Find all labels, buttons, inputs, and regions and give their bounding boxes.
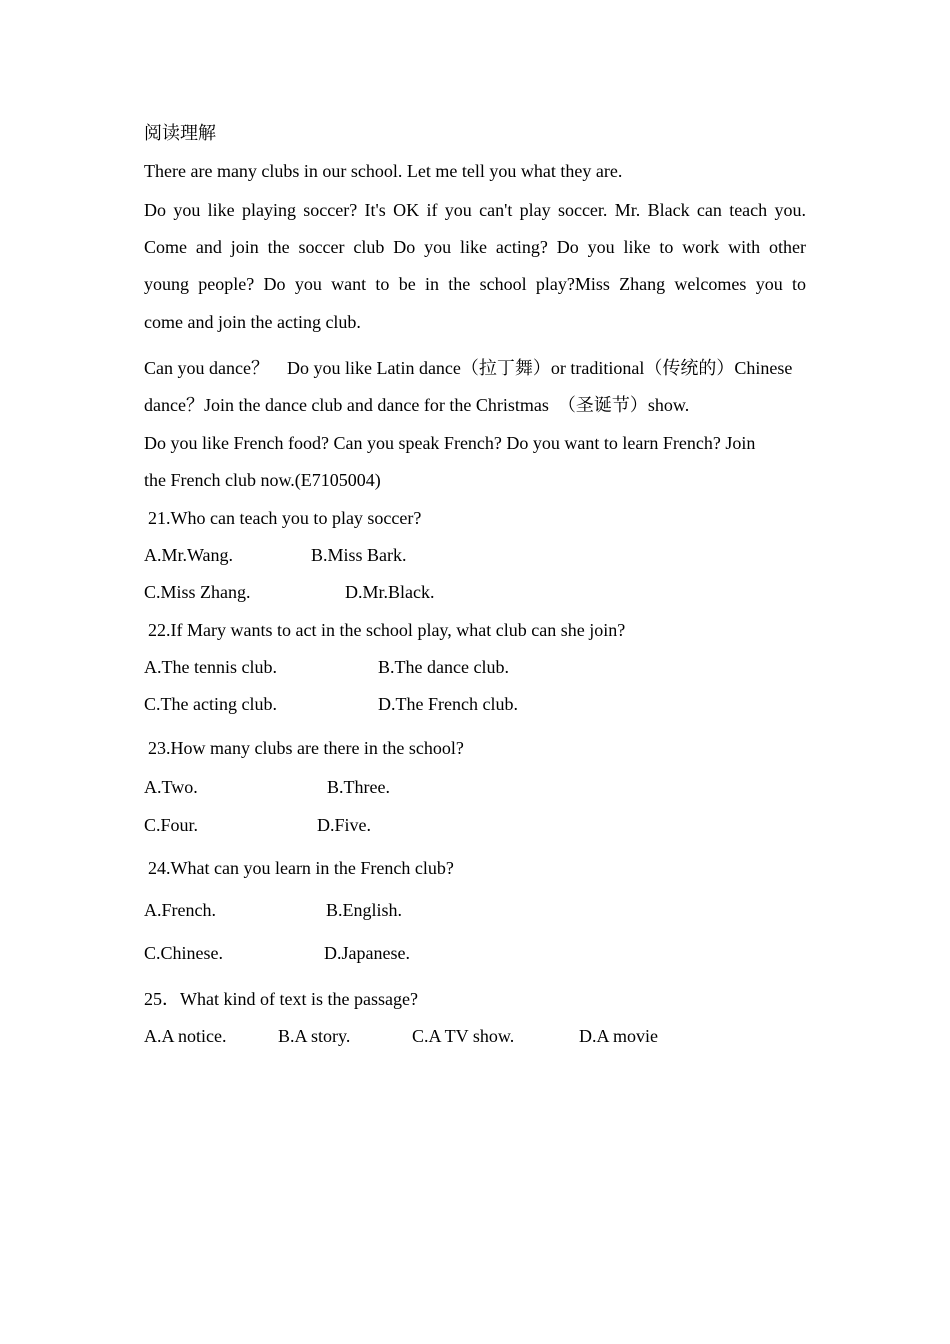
- option-d: D.A movie: [579, 1026, 658, 1046]
- option-a: A.Mr.Wang.: [144, 545, 234, 565]
- option-d: D.Japanese.: [324, 943, 410, 963]
- passage-intro: There are many clubs in our school. Let me tell you what they are.: [144, 161, 623, 181]
- option-b: B.A story.: [278, 1026, 351, 1046]
- question-stem: 21.Who can teach you to play soccer?: [148, 508, 422, 528]
- option-c: C.Miss Zhang.: [144, 582, 251, 602]
- passage-line: Do you like French food? Can you speak French? Do you want to learn French? Join: [144, 433, 756, 453]
- option-a: A.A notice.: [144, 1026, 227, 1046]
- passage-line: young people? Do you want to be in the school play?Miss Zhang welcomes you to: [144, 274, 806, 294]
- question-stem: 23.How many clubs are there in the school?: [148, 738, 464, 758]
- question-stem: 22.If Mary wants to act in the school play, what club can she join?: [148, 620, 626, 640]
- option-b: B.The dance club.: [378, 657, 509, 677]
- passage-line: Can you dance？ Do you like Latin dance（拉丁舞）or traditional（传统的）Chinese: [144, 358, 793, 378]
- option-a: A.Two.: [144, 777, 198, 797]
- option-d: D.Mr.Black.: [345, 582, 435, 602]
- option-c: C.Chinese.: [144, 943, 223, 963]
- passage-line: the French club now.(E7105004): [144, 470, 381, 490]
- passage-line: dance？Join the dance club and dance for the Christmas （圣诞节）show.: [144, 395, 690, 415]
- option-b: B.Three.: [327, 777, 390, 797]
- question-stem: 25．What kind of text is the passage?: [144, 989, 418, 1009]
- option-d: D.Five.: [317, 815, 371, 835]
- passage-line: Do you like playing soccer? It's OK if you can't play soccer. Mr. Black can teach you.: [144, 200, 806, 220]
- section-title: 阅读理解: [144, 123, 216, 143]
- option-c: C.Four.: [144, 815, 199, 835]
- option-b: B.English.: [326, 900, 403, 920]
- option-d: D.The French club.: [378, 694, 518, 714]
- passage-line: Come and join the soccer club Do you like acting? Do you like to work with other: [144, 237, 806, 257]
- option-c: C.The acting club.: [144, 694, 277, 714]
- option-c: C.A TV show.: [412, 1026, 515, 1046]
- passage-line: come and join the acting club.: [144, 312, 361, 332]
- question-stem: 24.What can you learn in the French club?: [148, 858, 454, 878]
- option-a: A.The tennis club.: [144, 657, 277, 677]
- option-a: A.French.: [144, 900, 216, 920]
- option-b: B.Miss Bark.: [311, 545, 407, 565]
